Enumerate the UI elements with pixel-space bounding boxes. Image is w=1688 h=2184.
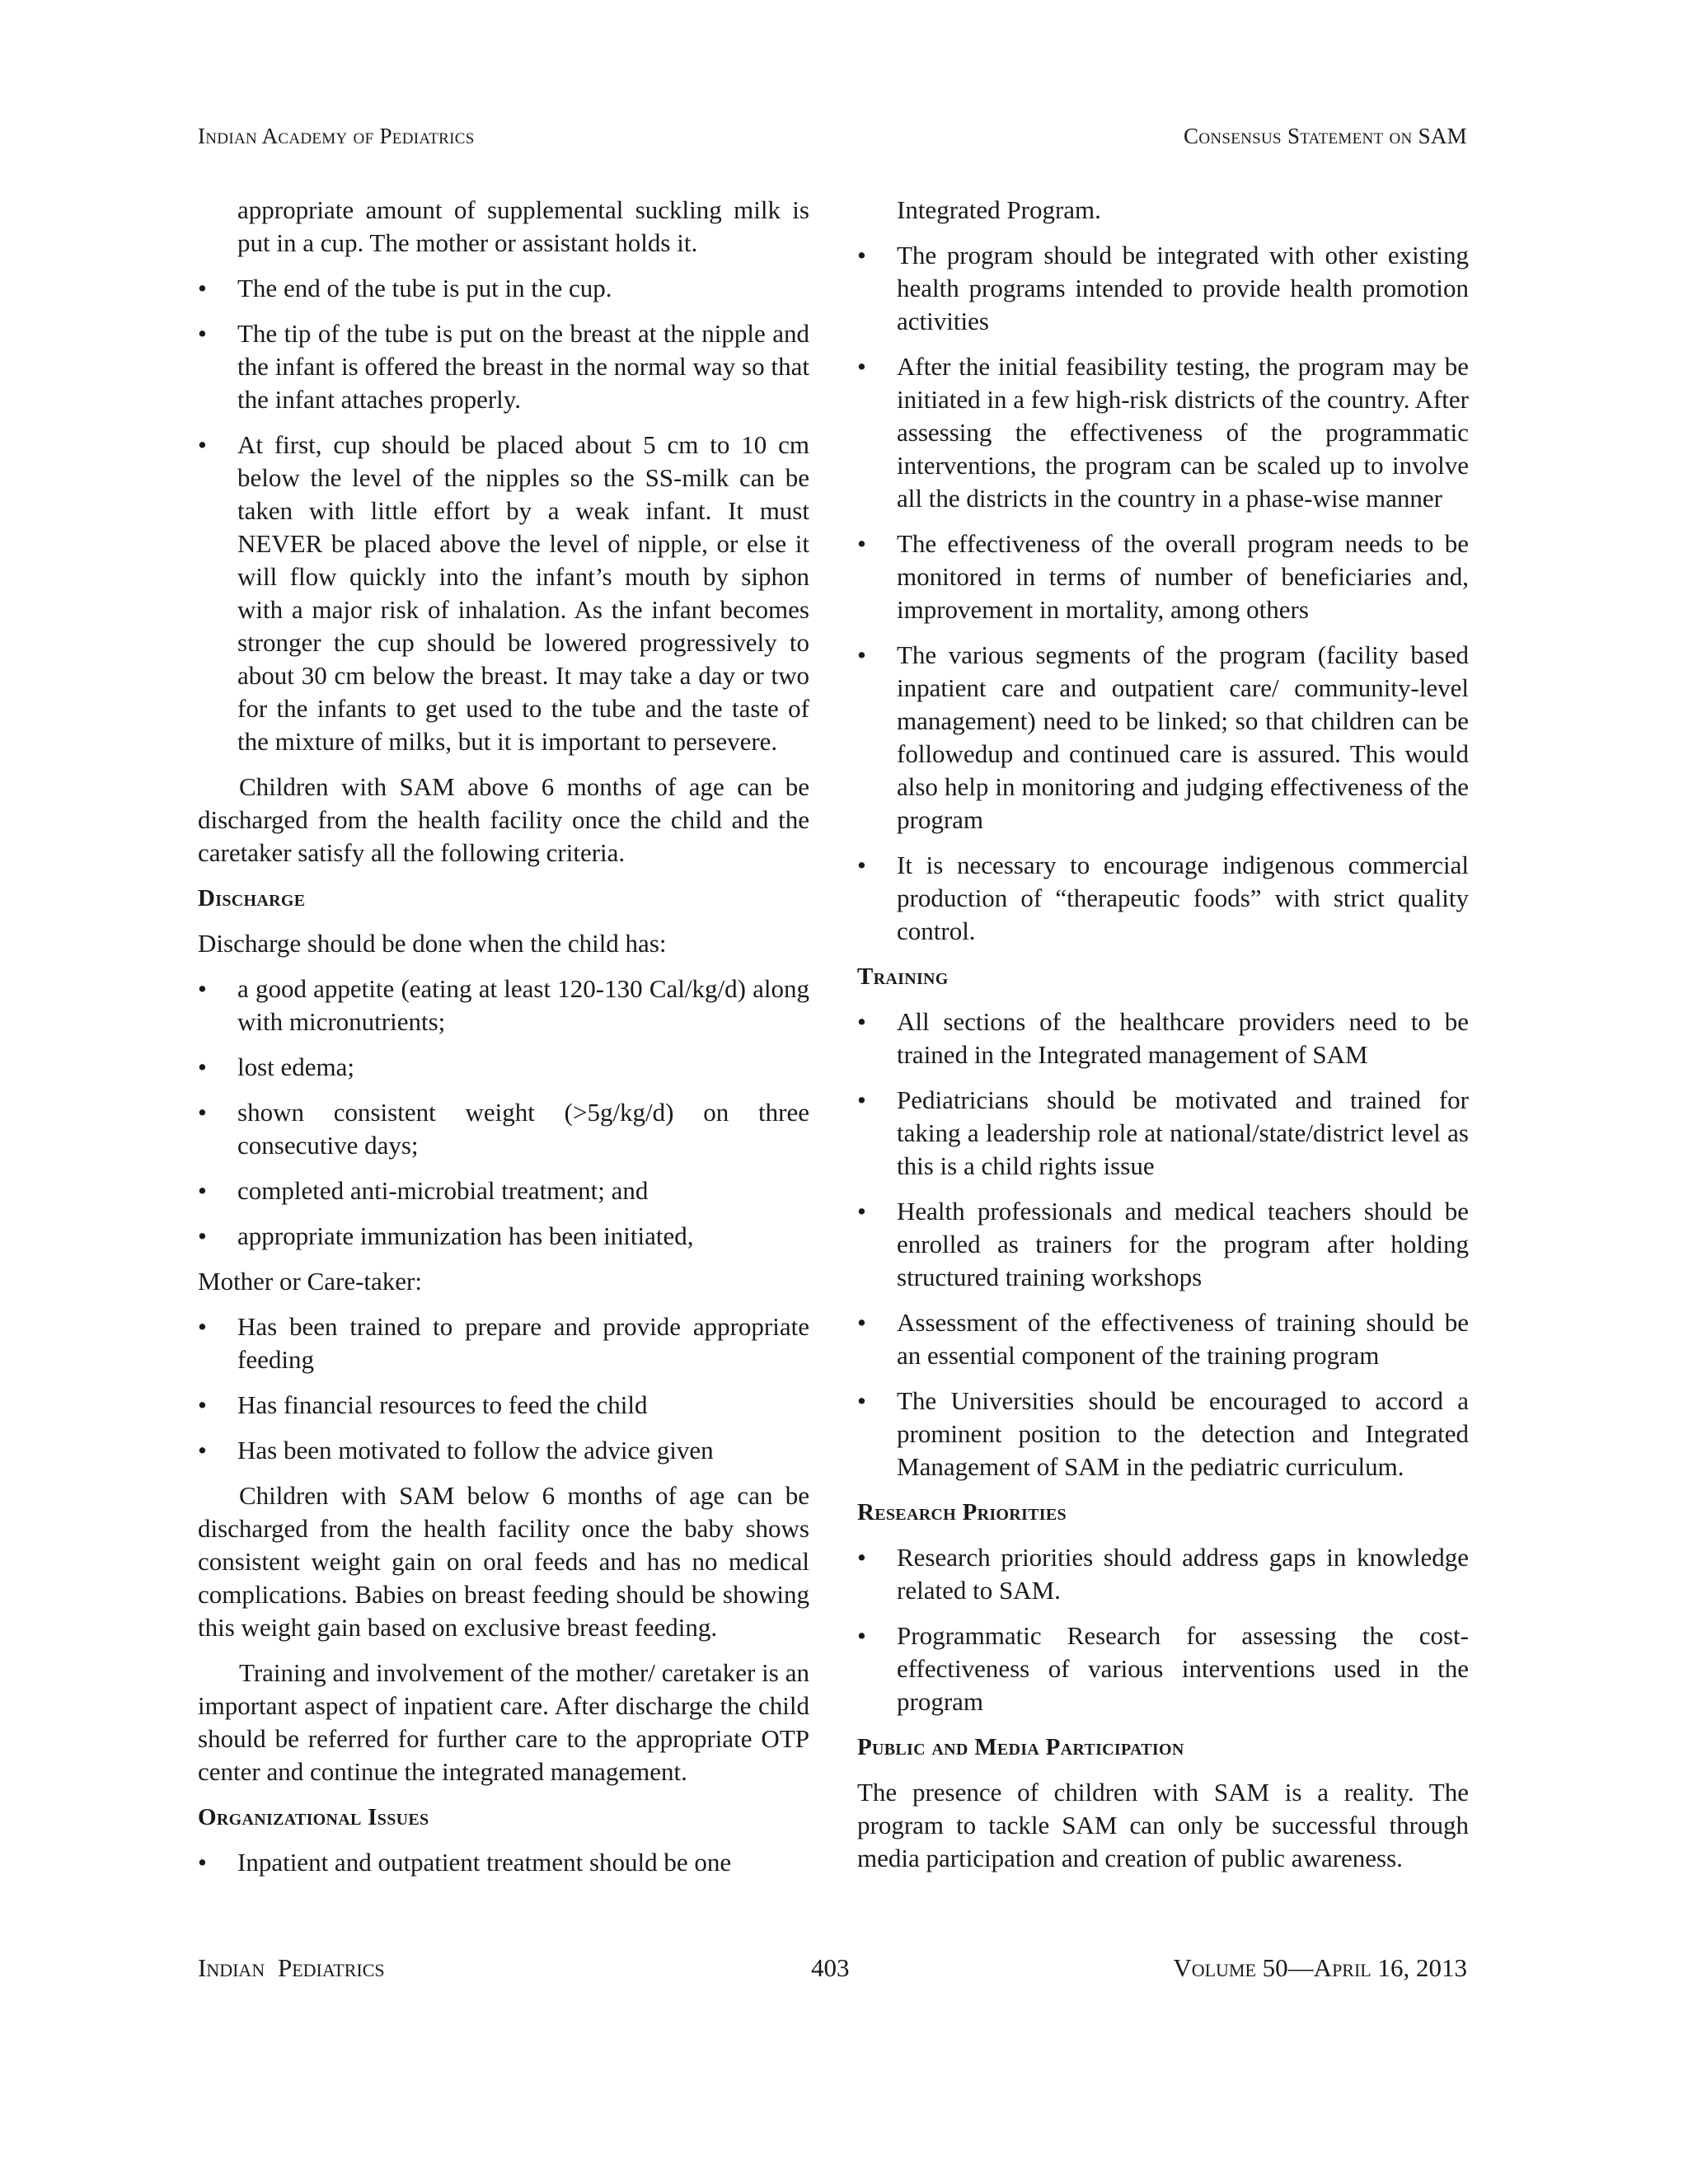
- list-item: Integrated Program.: [897, 195, 1101, 224]
- discharge-criteria-list: [198, 972, 809, 1253]
- list-item: • All sections of the healthcare providers need to be trained in the Integrated management of SAM: [857, 1005, 1469, 1071]
- mother-intro: Mother or Care-taker:: [198, 1267, 422, 1296]
- list-item: • a good appetite (eating at least 120-130 Cal/kg/d) along with micronutrients;: [198, 972, 809, 1038]
- list-item: • Has financial resources to feed the child: [198, 1389, 809, 1422]
- mother-criteria-list: [198, 1310, 809, 1467]
- list-item: • The various segments of the program (facility based inpatient care and outpatient care/ community-level management) need to be linked; so that children can be followedup and continued care is assured. This would also help in monitoring and judging effectiveness of the program: [857, 639, 1469, 837]
- list-item: • Inpatient and outpatient treatment should be one: [198, 1846, 809, 1879]
- paragraph: The presence of children with SAM is a reality. The program to tackle SAM can only be successful through media participation and creation of public awareness.: [857, 1778, 1469, 1872]
- feeding-technique-list: [198, 194, 809, 758]
- list-item: • Assessment of the effectiveness of training should be an essential component of the training program: [857, 1306, 1469, 1372]
- list-item: • The program should be integrated with other existing health programs intended to provide health promotion activities: [857, 239, 1469, 338]
- section-heading-organizational-issues: Organizational Issues: [198, 1804, 429, 1830]
- left-column: [198, 194, 809, 1891]
- section-heading-discharge: Discharge: [198, 885, 306, 912]
- training-list: [857, 1005, 1469, 1483]
- section-heading-public-media: Public and Media Participation: [857, 1734, 1184, 1760]
- list-item: • Research priorities should address gaps in knowledge related to SAM.: [857, 1541, 1469, 1607]
- paragraph: Children with SAM below 6 months of age can be discharged from the health facility once the baby shows consistent weight gain on oral feeds and has no medical complications. Babies on breast feeding should be showing this weight gain based on exclusive breast feeding.: [198, 1481, 809, 1642]
- list-item: • The tip of the tube is put on the breast at the nipple and the infant is offered the breast in the normal way so that the infant attaches properly.: [198, 317, 809, 416]
- running-head-left: Indian Academy of Pediatrics: [198, 124, 475, 148]
- paragraph: Training and involvement of the mother/ caretaker is an important aspect of inpatient care. After discharge the child should be referred for further care to the appropriate OTP center and continue the integrated management.: [198, 1658, 809, 1786]
- list-item: • Has been trained to prepare and provide appropriate feeding: [198, 1310, 809, 1376]
- list-item: • The Universities should be encouraged to accord a prominent position to the detection and Integrated Management of SAM in the pediatric curriculum.: [857, 1385, 1469, 1483]
- research-list: [857, 1541, 1469, 1718]
- list-item: • The end of the tube is put in the cup.: [198, 272, 809, 305]
- list-item: • It is necessary to encourage indigenous commercial production of “therapeutic foods” with strict quality control.: [857, 849, 1469, 948]
- paragraph: Children with SAM above 6 months of age can be discharged from the health facility once the child and the caretaker satisfy all the following criteria.: [198, 772, 809, 867]
- list-item: • After the initial feasibility testing, the program may be initiated in a few high-risk districts of the country. After assessing the effectiveness of the programmatic interventions, the program can be scaled up to involve all the districts in the country in a phase-wise manner: [857, 350, 1469, 515]
- section-heading-training: Training: [857, 963, 949, 990]
- list-item: • Programmatic Research for assessing the cost-effectiveness of various interventions used in the program: [857, 1619, 1469, 1718]
- right-column: [857, 194, 1469, 1887]
- list-item: • The effectiveness of the overall program needs to be monitored in terms of number of beneficiaries and, improvement in mortality, among others: [857, 527, 1469, 626]
- section-heading-research-priorities: Research Priorities: [857, 1499, 1067, 1526]
- list-item: • shown consistent weight (>5g/kg/d) on three consecutive days;: [198, 1096, 809, 1162]
- list-item: • completed anti-microbial treatment; and: [198, 1174, 809, 1207]
- organizational-issues-list: [198, 1846, 809, 1879]
- list-item: appropriate amount of supplemental suckling milk is put in a cup. The mother or assistant holds it.: [237, 195, 809, 257]
- list-item: • lost edema;: [198, 1051, 809, 1084]
- list-item: • Health professionals and medical teachers should be enrolled as trainers for the program after holding structured training workshops: [857, 1195, 1469, 1294]
- footer-volume-date: Volume 50—April 16, 2013: [1173, 1953, 1467, 1982]
- list-item: • appropriate immunization has been initiated,: [198, 1220, 809, 1253]
- list-item: • Has been motivated to follow the advice given: [198, 1434, 809, 1467]
- page-number: 403: [811, 1953, 850, 1982]
- running-head-right: Consensus Statement on SAM: [1184, 124, 1467, 148]
- list-item: • Pediatricians should be motivated and trained for taking a leadership role at national/state/district level as this is a child rights issue: [857, 1084, 1469, 1183]
- footer-journal-name: Indian Pediatrics: [198, 1953, 385, 1982]
- organizational-issues-list-cont: [857, 194, 1469, 948]
- list-item: • At first, cup should be placed about 5 cm to 10 cm below the level of the nipples so the SS-milk can be taken with little effort by a weak infant. It must NEVER be placed above the level of nipple, or else it will flow quickly into the infant’s mouth by siphon with a major risk of inhalation. As the infant becomes stronger the cup should be lowered progressively to about 30 cm below the breast. It may take a day or two for the infants to get used to the tube and the taste of the mixture of milks, but it is important to persevere.: [198, 429, 809, 758]
- discharge-intro: Discharge should be done when the child has:: [198, 929, 667, 958]
